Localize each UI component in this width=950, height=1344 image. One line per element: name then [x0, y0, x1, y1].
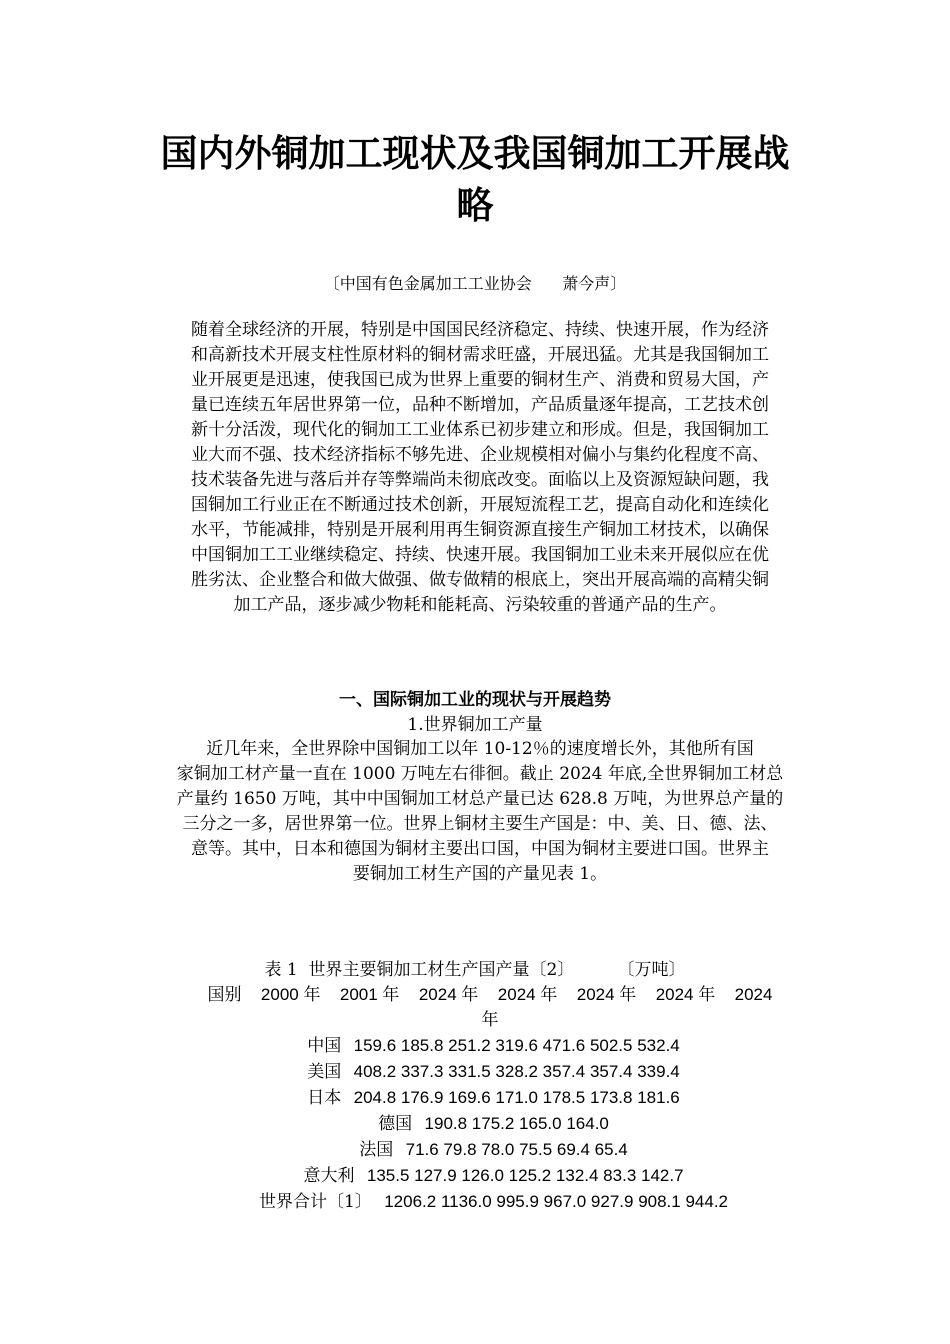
table-values-cell: 71.6 79.8 78.0 75.5 69.4 65.4 — [405, 1140, 628, 1159]
text-line: 量已连续五年居世界第一位，品种不断增加，产品质量逐年提高，工艺技术创 — [191, 395, 769, 415]
table-header-cell: 国别 — [207, 985, 242, 1005]
table-values-cell: 190.8 175.2 165.0 164.0 — [424, 1114, 609, 1133]
table-row — [150, 1163, 830, 1189]
table-header-cell: 2000 年 — [260, 985, 321, 1004]
table-header-cell: 2024 年 — [418, 985, 479, 1004]
table-row — [150, 1059, 830, 1085]
section-paragraph — [140, 737, 820, 887]
table-header-wrap: 年 — [481, 1010, 499, 1030]
document-title — [120, 128, 830, 232]
text-line: 近几年来，全世界除中国铜加工以年 10-12％的速度增长外，其他所有国 — [206, 739, 754, 759]
text-line: 三分之一多，居世界第一位。世界上铜材主要生产国是：中、美、日、德、法、 — [182, 814, 778, 834]
table-country-cell: 意大利 — [303, 1166, 355, 1186]
text-line: 加工产品，逐步减少物耗和能耗高、污染较重的普通产品的生产。 — [233, 595, 727, 615]
table-header-cell: 2024 年 — [497, 985, 558, 1004]
table-country-cell: 日本 — [307, 1088, 342, 1108]
text-line: 胜劣汰、企业整合和做大做强、做专做精的根底上，突出开展高端的高精尖铜 — [191, 570, 769, 590]
section-heading: 一、国际铜加工业的现状与开展趋势 — [339, 690, 611, 710]
table-row — [150, 1189, 830, 1215]
table-header-cell: 2024 年 — [655, 985, 716, 1004]
text-line: 产量约 1650 万吨，其中中国铜加工材总产量已达 628.8 万吨，为世界总产量的 — [176, 789, 784, 809]
text-line: 水平，节能减排，特别是开展利用再生铜资源直接生产铜加工材技术，以确保 — [191, 520, 769, 540]
title-line: 国内外铜加工现状及我国铜加工开展战 — [160, 132, 790, 175]
production-table — [150, 982, 830, 1215]
author-line: 〔中国有色金属加工工业协会 萧今声〕 — [323, 274, 627, 293]
table-header-cell: 2001 年 — [339, 985, 400, 1004]
table-row — [150, 1085, 830, 1111]
table-header-cell: 2024 年 — [576, 985, 637, 1004]
table-country-cell: 美国 — [307, 1062, 342, 1082]
text-line: 随着全球经济的开展，特别是中国国民经济稳定、持续、快速开展，作为经济 — [191, 320, 769, 340]
table-row — [150, 1111, 830, 1137]
text-line: 要铜加工材生产国的产量见表 1。 — [352, 864, 608, 884]
text-line: 中国铜加工工业继续稳定、持续、快速开展。我国铜加工业未来开展似应在优 — [191, 545, 769, 565]
text-line: 新十分活泼，现代化的铜加工工业体系已初步建立和形成。但是，我国铜加工 — [191, 420, 769, 440]
table-values-cell: 1206.2 1136.0 995.9 967.0 927.9 908.1 944.2 — [384, 1192, 728, 1211]
text-line: 业大而不强、技术经济指标不够先进、企业规模相对偏小与集约化程度不高、 — [191, 445, 769, 465]
table-caption: 表 1 世界主要铜加工材生产国产量〔2〕 〔万吨〕 — [264, 960, 686, 980]
table-values-cell: 204.8 176.9 169.6 171.0 178.5 173.8 181.6 — [353, 1088, 680, 1107]
table-country-cell: 德国 — [378, 1114, 413, 1134]
table-values-cell: 159.6 185.8 251.2 319.6 471.6 502.5 532.4 — [353, 1036, 680, 1055]
text-line: 家铜加工材产量一直在 1000 万吨左右徘徊。截止 2024 年底,全世界铜加工材总 — [176, 764, 784, 784]
title-line: 略 — [456, 184, 494, 227]
text-line: 和高新技术开展支柱性原材料的铜材需求旺盛，开展迅猛。尤其是我国铜加工 — [191, 345, 769, 365]
subsection-heading: 1.世界铜加工产量 — [407, 715, 543, 735]
text-line: 技术装备先进与落后并存等弊端尚未彻底改变。面临以上及资源短缺问题，我 — [191, 470, 769, 490]
text-line: 意等。其中，日本和德国为铜材主要出口国，中国为铜材主要进口国。世界主 — [191, 839, 769, 859]
text-line: 国铜加工行业正在不断通过技术创新，开展短流程工艺，提高自动化和连续化 — [191, 495, 769, 515]
table-country-cell: 世界合计〔1〕 — [258, 1192, 372, 1212]
table-country-cell: 中国 — [307, 1036, 342, 1056]
table-row — [150, 1033, 830, 1059]
table-values-cell: 408.2 337.3 331.5 328.2 357.4 357.4 339.4 — [353, 1062, 680, 1081]
text-line: 业开展更是迅速，使我国已成为世界上重要的铜材生产、消费和贸易大国，产 — [191, 370, 769, 390]
table-row — [150, 1137, 830, 1163]
table-header-row — [150, 982, 830, 1008]
table-country-cell: 法国 — [359, 1140, 394, 1160]
abstract-paragraph — [140, 318, 820, 618]
table-header-cell: 2024 — [734, 985, 773, 1004]
table-values-cell: 135.5 127.9 126.0 125.2 132.4 83.3 142.7 — [366, 1166, 684, 1185]
